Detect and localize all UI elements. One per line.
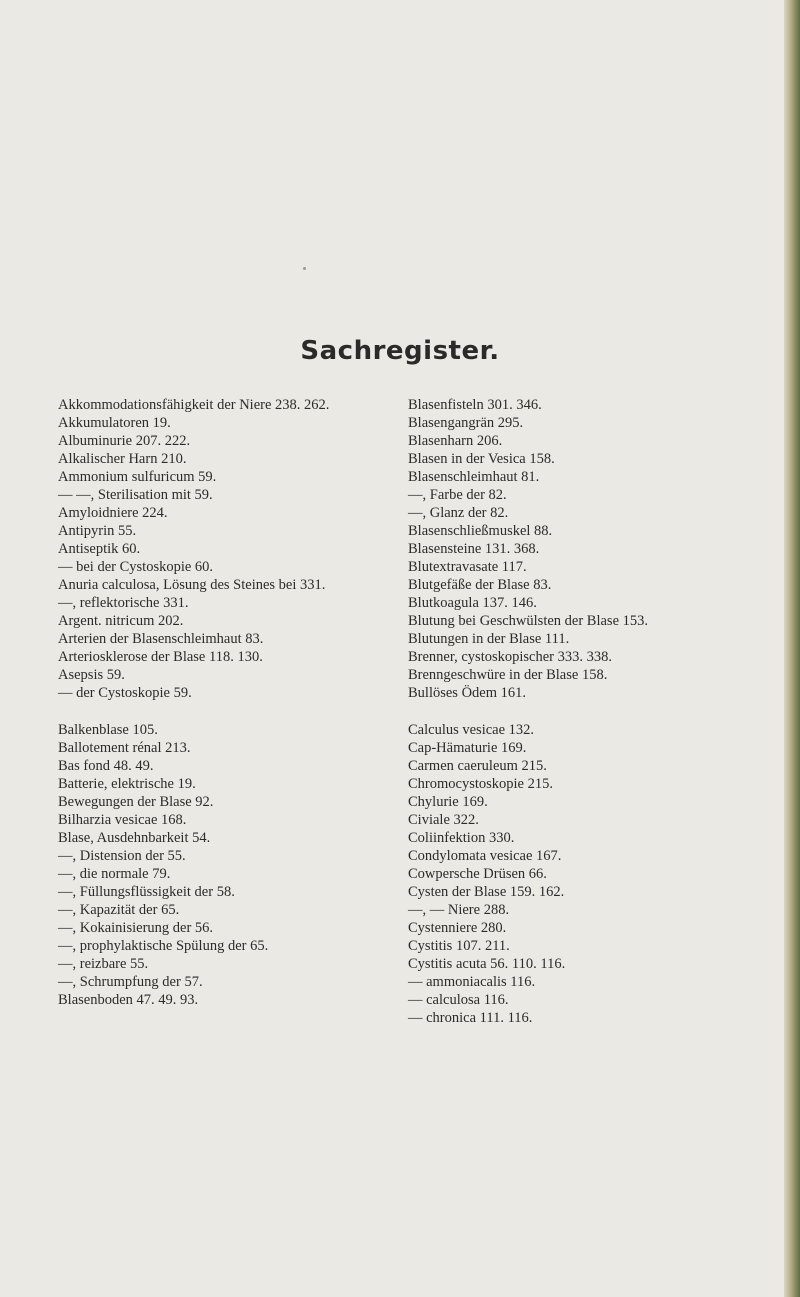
index-entry: — bei der Cystoskopie 60.: [58, 559, 214, 575]
index-entry: — der Cystoskopie 59.: [58, 685, 192, 701]
index-entry: Calculus vesicae 132.: [408, 722, 535, 738]
index-entry: Balkenblase 105.: [58, 722, 158, 738]
index-entry: — —, Sterilisation mit 59.: [58, 487, 213, 503]
index-entry: Bewegungen der Blase 92.: [58, 794, 214, 810]
index-entry: Cap-Hämaturie 169.: [408, 740, 527, 756]
index-entry: —, Schrumpfung der 57.: [58, 974, 203, 990]
index-entry: Arterien der Blasenschleimhaut 83.: [58, 631, 264, 647]
index-entry: —, Füllungsflüssigkeit der 58.: [58, 884, 235, 900]
index-group-b-right: [408, 721, 748, 1027]
index-entry: — ammoniacalis 116.: [408, 974, 536, 990]
index-entry: Cystenniere 280.: [408, 920, 507, 936]
index-entry: —, reflektorische 331.: [58, 595, 189, 611]
index-entry: Carmen caeruleum 215.: [408, 758, 547, 774]
index-entry: Blutung bei Geschwülsten der Blase 153.: [408, 613, 649, 629]
group-spacer: [58, 702, 398, 721]
index-entry: Asepsis 59.: [58, 667, 125, 683]
index-entry: Antiseptik 60.: [58, 541, 141, 557]
index-entry: —, Kapazität der 65.: [58, 902, 180, 918]
index-entry: Bilharzia vesicae 168.: [58, 812, 187, 828]
index-entry: Bas fond 48. 49.: [58, 758, 154, 774]
page-edge: [784, 0, 800, 1297]
index-entry: Blase, Ausdehnbarkeit 54.: [58, 830, 211, 846]
index-entry: Arteriosklerose der Blase 118. 130.: [58, 649, 263, 665]
index-entry: Cysten der Blase 159. 162.: [408, 884, 565, 900]
index-entry: —, die normale 79.: [58, 866, 171, 882]
index-entry: — chronica 111. 116.: [408, 1010, 533, 1026]
index-entry: Albuminurie 207. 222.: [58, 433, 191, 449]
index-entry: Blasenschleimhaut 81.: [408, 469, 540, 485]
index-entry: Cowpersche Drüsen 66.: [408, 866, 547, 882]
index-entry: Blasenfisteln 301. 346.: [408, 397, 542, 413]
index-entry: —, Farbe der 82.: [408, 487, 507, 503]
index-entry: —, Kokainisierung der 56.: [58, 920, 214, 936]
index-entry: Ballotement rénal 213.: [58, 740, 191, 756]
index-entry: —, prophylaktische Spülung der 65.: [58, 938, 269, 954]
index-entry: Blasengangrän 295.: [408, 415, 524, 431]
index-entry: Alkalischer Harn 210.: [58, 451, 187, 467]
index-entry: Brenner, cystoskopischer 333. 338.: [408, 649, 612, 665]
index-entry: — calculosa 116.: [408, 992, 509, 1008]
index-entry: Cystitis acuta 56. 110. 116.: [408, 956, 566, 972]
index-entry: Condylomata vesicae 167.: [408, 848, 562, 864]
index-entry: Blutgefäße der Blase 83.: [408, 577, 552, 593]
index-entry: Batterie, elektrische 19.: [58, 776, 196, 792]
group-spacer: [408, 702, 748, 721]
print-speck: [303, 267, 306, 270]
index-group-a-left: [58, 396, 398, 702]
index-entry: —, reizbare 55.: [58, 956, 149, 972]
index-entry: Blutextravasate 117.: [408, 559, 527, 575]
index-entry: Anuria calculosa, Lösung des Steines bei 331.: [58, 577, 326, 593]
index-entry: Akkumulatoren 19.: [58, 415, 171, 431]
index-entry: Blasenharn 206.: [408, 433, 503, 449]
index-entry: Bullöses Ödem 161.: [408, 685, 527, 701]
index-entry: —, — Niere 288.: [408, 902, 510, 918]
index-entry: Blasenboden 47. 49. 93.: [58, 992, 199, 1008]
index-entry: Civiale 322.: [408, 812, 479, 828]
index-entry: Ammonium sulfuricum 59.: [58, 469, 217, 485]
index-entry: —, Glanz der 82.: [408, 505, 509, 521]
index-entry: Blutungen in der Blase 111.: [408, 631, 570, 647]
index-entry: Coliinfektion 330.: [408, 830, 515, 846]
page-title: Sachregister.: [300, 336, 500, 366]
index-column-left: [58, 396, 398, 1009]
index-entry: —, Distension der 55.: [58, 848, 186, 864]
index-entry: Antipyrin 55.: [58, 523, 137, 539]
index-entry: Blasensteine 131. 368.: [408, 541, 540, 557]
index-group-a-right: [408, 396, 748, 702]
index-entry: Blasenschließmuskel 88.: [408, 523, 553, 539]
index-entry: Akkommodationsfähigkeit der Niere 238. 262.: [58, 397, 330, 413]
index-entry: Chromocystoskopie 215.: [408, 776, 553, 792]
index-entry: Chylurie 169.: [408, 794, 488, 810]
index-entry: Amyloidniere 224.: [58, 505, 168, 521]
index-entry: Brenngeschwüre in der Blase 158.: [408, 667, 608, 683]
index-column-right: [408, 396, 748, 1027]
index-entry: Argent. nitricum 202.: [58, 613, 184, 629]
index-entry: Cystitis 107. 211.: [408, 938, 510, 954]
index-entry: Blasen in der Vesica 158.: [408, 451, 555, 467]
index-entry: Blutkoagula 137. 146.: [408, 595, 537, 611]
index-group-b-left: [58, 721, 398, 1009]
